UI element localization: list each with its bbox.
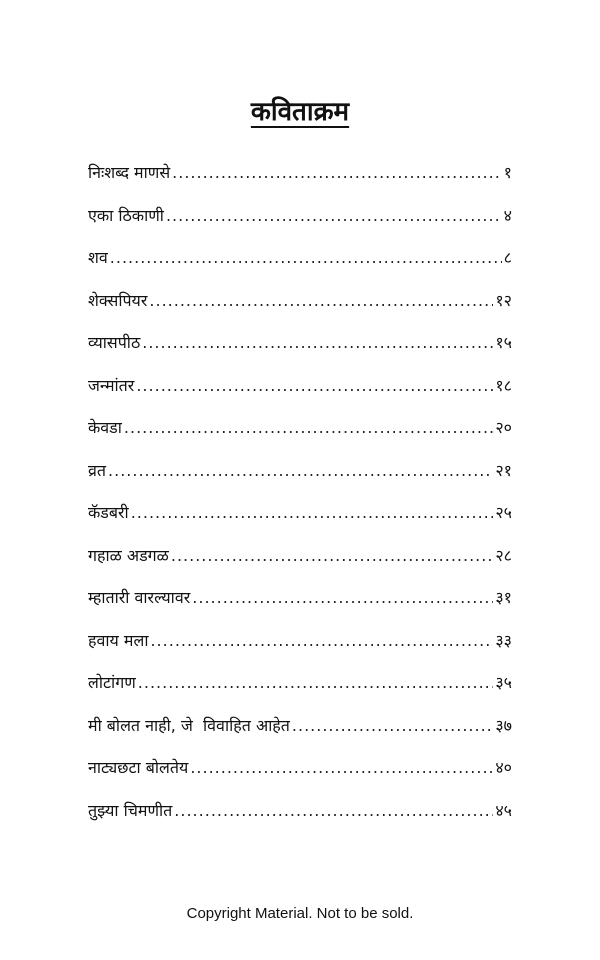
toc-entry-title: म्हातारी वारल्यावर xyxy=(88,588,191,607)
toc-entry-page: ३३ xyxy=(495,630,512,650)
toc-entry-title: शव xyxy=(88,248,108,267)
toc-entry-title: गहाळ अडगळ xyxy=(88,545,169,565)
toc-entry xyxy=(88,205,512,248)
toc-dot-leader xyxy=(174,800,493,822)
toc-entry-page: ४५ xyxy=(495,800,512,820)
toc-entry-page: १ xyxy=(503,163,512,182)
toc-entry-title: निःशब्द माणसे xyxy=(88,163,171,182)
toc-dot-leader xyxy=(108,460,493,482)
toc-dot-leader xyxy=(149,290,493,312)
toc-entry-page: ३१ xyxy=(495,588,512,607)
toc-entry-page: २१ xyxy=(495,460,512,480)
toc-entry xyxy=(88,332,512,375)
toc-entry-title: हवाय मला xyxy=(88,630,149,650)
toc-entry-title: कॅडबरी xyxy=(88,503,129,522)
toc-entry-page: २० xyxy=(495,418,512,437)
copyright-footer: Copyright Material. Not to be sold. xyxy=(186,905,414,922)
toc-entry-title: एका ठिकाणी xyxy=(88,205,164,225)
toc-entry xyxy=(88,545,512,588)
toc-dot-leader xyxy=(150,630,493,652)
toc-entry-title: तुझ्या चिमणीत xyxy=(88,800,173,820)
toc-dot-leader xyxy=(110,247,502,269)
toc-entry-page: १२ xyxy=(495,290,512,310)
toc-entry-title: व्यासपीठ xyxy=(88,333,141,352)
toc-entry xyxy=(88,162,512,205)
toc-entry xyxy=(88,375,512,418)
toc-dot-leader xyxy=(172,162,502,184)
toc-entry-page: १५ xyxy=(495,333,512,352)
toc-entry-title: शेक्सपियर xyxy=(88,290,148,310)
toc-dot-leader xyxy=(166,205,502,227)
toc-dot-leader xyxy=(171,545,494,567)
toc-dot-leader xyxy=(131,502,494,524)
toc-entry-title: लोटांगण xyxy=(88,673,136,692)
toc-dot-leader xyxy=(142,332,493,354)
toc-entry-page: ४० xyxy=(495,758,512,777)
page-title: कविताक्रम xyxy=(250,97,350,127)
toc-entry-title: केवडा xyxy=(88,418,122,437)
toc-entry xyxy=(88,587,512,630)
toc-entry xyxy=(88,672,512,715)
toc-dot-leader xyxy=(190,757,493,779)
toc-entry xyxy=(88,630,512,673)
toc-entry xyxy=(88,417,512,460)
toc-entry xyxy=(88,460,512,503)
toc-entry-page: ४ xyxy=(503,205,512,225)
toc-entry-title: मी बोलत नाही, जे विवाहित आहेत xyxy=(88,715,290,735)
toc-entry-page: २८ xyxy=(495,545,512,565)
toc-entry-page: ३५ xyxy=(495,673,512,692)
toc-entry-page: १८ xyxy=(495,375,512,395)
toc-entry-title: व्रत xyxy=(88,460,107,480)
toc-entry-title: जन्मांतर xyxy=(88,375,135,395)
toc-dot-leader xyxy=(138,672,494,694)
toc-entry-page: २५ xyxy=(495,503,512,522)
toc-entry xyxy=(88,800,512,843)
toc-dot-leader xyxy=(192,587,493,609)
toc-entry-page: ८ xyxy=(503,248,512,267)
toc-entry xyxy=(88,715,512,758)
toc-dot-leader xyxy=(124,417,493,439)
toc-entry xyxy=(88,290,512,333)
toc-dot-leader xyxy=(292,715,493,737)
toc-entry xyxy=(88,502,512,545)
toc-entry xyxy=(88,757,512,800)
table-of-contents xyxy=(88,162,512,842)
toc-entry-title: नाट्यछटा बोलतेय xyxy=(88,758,189,777)
toc-dot-leader xyxy=(136,375,493,397)
toc-entry-page: ३७ xyxy=(495,715,512,735)
toc-entry xyxy=(88,247,512,290)
